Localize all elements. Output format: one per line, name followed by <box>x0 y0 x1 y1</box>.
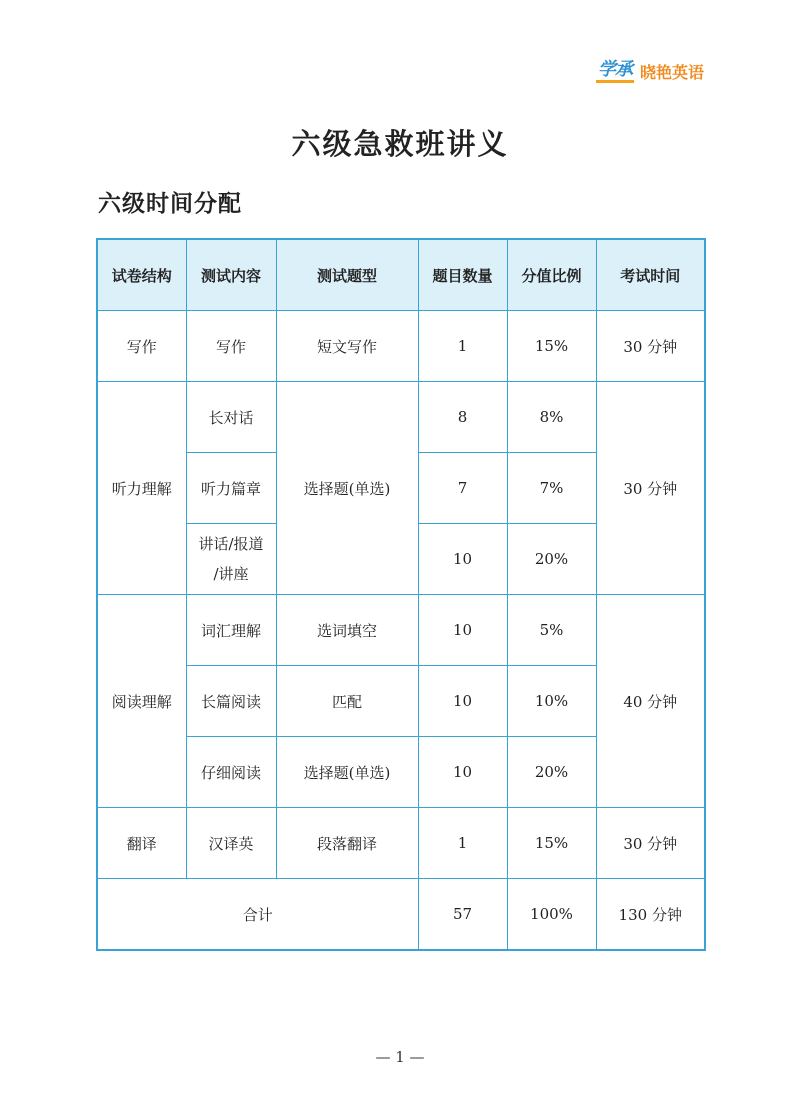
listening-ratio: 20% <box>507 524 596 595</box>
translation-type: 段落翻译 <box>276 808 418 879</box>
translation-structure: 翻译 <box>97 808 186 879</box>
page-number: — 1 — <box>375 1048 425 1066</box>
reading-content: 长篇阅读 <box>186 666 276 737</box>
header-time: 考试时间 <box>596 239 705 311</box>
header-count: 题目数量 <box>418 239 507 311</box>
table-header-row <box>97 239 705 311</box>
reading-time: 40 分钟 <box>596 595 705 808</box>
time-allocation-table <box>96 238 706 951</box>
total-row <box>97 879 705 951</box>
section-heading: 六级时间分配 <box>98 191 242 217</box>
header-type: 测试题型 <box>276 239 418 311</box>
table-row <box>97 595 705 666</box>
reading-content: 仔细阅读 <box>186 737 276 808</box>
total-ratio: 100% <box>507 879 596 951</box>
reading-ratio: 20% <box>507 737 596 808</box>
header-content: 测试内容 <box>186 239 276 311</box>
table-row <box>97 808 705 879</box>
writing-type: 短文写作 <box>276 311 418 382</box>
total-label: 合计 <box>97 879 418 951</box>
reading-ratio: 5% <box>507 595 596 666</box>
brand-logo <box>596 60 704 83</box>
writing-ratio: 15% <box>507 311 596 382</box>
translation-count: 1 <box>418 808 507 879</box>
listening-content: 听力篇章 <box>186 453 276 524</box>
reading-type: 选择题(单选) <box>276 737 418 808</box>
listening-content-line1: 讲话/报道 <box>198 535 264 553</box>
listening-count: 7 <box>418 453 507 524</box>
logo-mark: 学承 <box>596 60 634 83</box>
table-row <box>97 382 705 453</box>
header-ratio: 分值比例 <box>507 239 596 311</box>
writing-count: 1 <box>418 311 507 382</box>
translation-content: 汉译英 <box>186 808 276 879</box>
reading-count: 10 <box>418 737 507 808</box>
reading-ratio: 10% <box>507 666 596 737</box>
translation-time: 30 分钟 <box>596 808 705 879</box>
total-count: 57 <box>418 879 507 951</box>
reading-count: 10 <box>418 595 507 666</box>
header-structure: 试卷结构 <box>97 239 186 311</box>
document-title: 六级急救班讲义 <box>291 127 509 161</box>
reading-structure: 阅读理解 <box>97 595 186 808</box>
writing-structure: 写作 <box>97 311 186 382</box>
listening-structure: 听力理解 <box>97 382 186 595</box>
reading-count: 10 <box>418 666 507 737</box>
writing-content: 写作 <box>186 311 276 382</box>
table-row <box>97 311 705 382</box>
writing-time: 30 分钟 <box>596 311 705 382</box>
listening-content: 长对话 <box>186 382 276 453</box>
reading-type: 选词填空 <box>276 595 418 666</box>
listening-ratio: 8% <box>507 382 596 453</box>
logo-text: 晓艳英语 <box>639 63 704 82</box>
listening-count: 8 <box>418 382 507 453</box>
translation-ratio: 15% <box>507 808 596 879</box>
listening-time: 30 分钟 <box>596 382 705 595</box>
listening-content-line2: /讲座 <box>213 565 249 583</box>
listening-type: 选择题(单选) <box>276 382 418 595</box>
listening-count: 10 <box>418 524 507 595</box>
listening-content <box>186 524 276 595</box>
reading-type: 匹配 <box>276 666 418 737</box>
listening-ratio: 7% <box>507 453 596 524</box>
total-time: 130 分钟 <box>596 879 705 951</box>
reading-content: 词汇理解 <box>186 595 276 666</box>
